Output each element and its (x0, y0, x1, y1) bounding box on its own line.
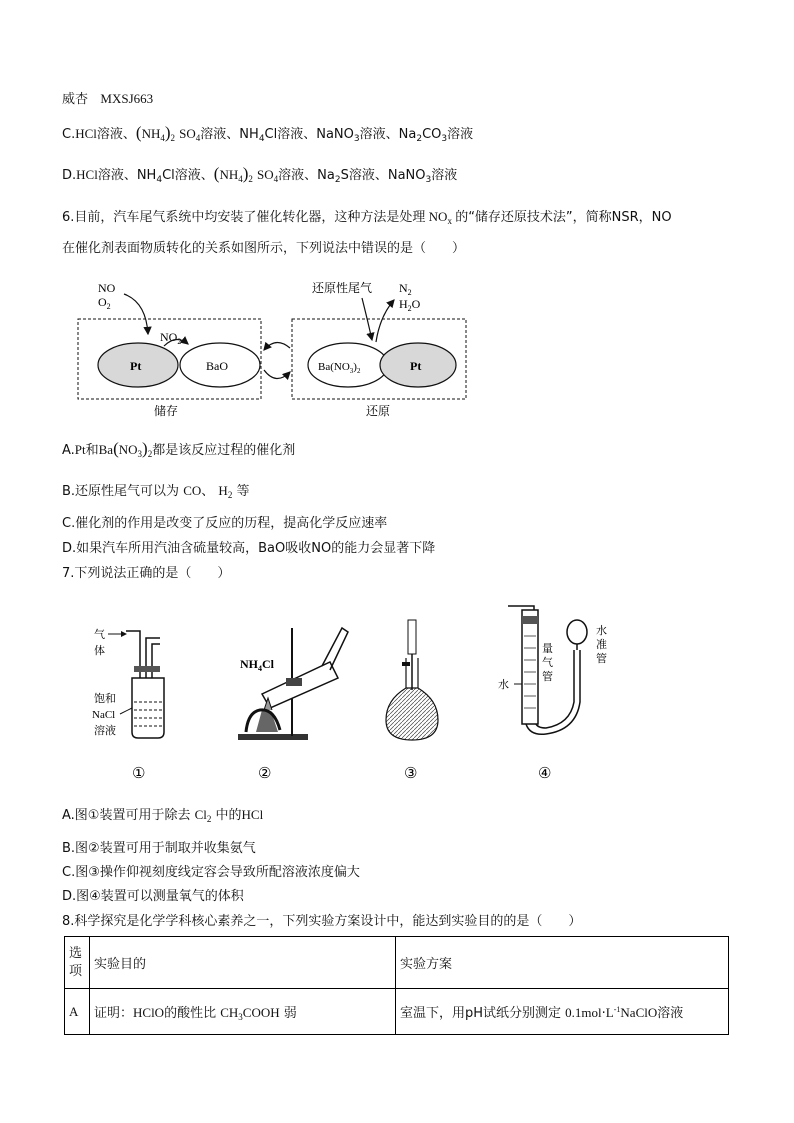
label-reducing-gas: 还原性尾气 (312, 281, 373, 295)
svg-text:NO2: $NO_2$ (160, 330, 182, 346)
q6-option-a: A.Pt和$Ba(NO_3)_2$都是该反应过程的催化剂 (62, 439, 296, 459)
svg-text:气: 气 (94, 629, 105, 641)
q7-apparatus-figure (86, 598, 646, 788)
header-code: MXSJ663 (100, 91, 154, 106)
q6-stem-line1: 6.目前，汽车尾气系统中均安装了催化转化器，这种方法是处理 $NO_x$ 的“储存还原技术法”，简称NSR，NO (62, 209, 672, 226)
svg-text:溶液: 溶液 (94, 725, 116, 737)
table-cell-option: A (65, 989, 90, 1035)
svg-text:饱和: 饱和 (94, 693, 116, 705)
table-cell-goal: 证明：HClO的酸性比 $CH_3COOH$ 弱 (90, 989, 396, 1035)
table-header-row (65, 937, 729, 989)
svg-text:管: 管 (542, 671, 553, 683)
table-header-option: 选 项 (65, 937, 90, 989)
label-no: NO (98, 281, 116, 295)
q8-table (64, 936, 729, 1035)
apparatus-3-volumetric-flask (386, 620, 438, 782)
apparatus-4-gas-burette (498, 606, 607, 782)
q6-option-d: D.如果汽车所用汽油含硫量较高，BaO吸收NO的能力会显著下降 (62, 541, 436, 556)
table-header-plan: 实验方案 (396, 937, 729, 989)
label-n2: N (399, 281, 408, 295)
table-row (65, 989, 729, 1035)
svg-text:N2: $N_2$ (399, 281, 412, 297)
q6-option-b: B.还原性尾气可以为 CO、 $H_2$ 等 (62, 483, 250, 500)
svg-text:NaCl: NaCl (92, 709, 116, 721)
label-bao: BaO (206, 359, 228, 373)
svg-text:水: 水 (596, 625, 607, 637)
q7-option-c: C.图③操作仰视刻度线定容会导致所配溶液浓度偏大 (62, 865, 360, 880)
label-fig-1: ① (132, 766, 146, 782)
label-no2: NO (160, 330, 178, 344)
svg-text:量: 量 (542, 643, 553, 655)
svg-text:水: 水 (498, 679, 509, 691)
svg-text:NH4Cl: $NH_4Cl$ (240, 657, 274, 673)
label-pt-reduce: Pt (410, 359, 422, 373)
apparatus-2-heating (238, 628, 348, 782)
label-fig-4: ④ (538, 766, 552, 782)
nsr-diagram (76, 278, 468, 418)
svg-text:体: 体 (94, 645, 105, 657)
svg-text:气: 气 (542, 657, 553, 669)
q7-stem: 7.下列说法正确的是（ ） (62, 566, 231, 581)
svg-text:Ba(NO3)2: $Ba(NO_3)_2$ (318, 361, 361, 375)
label-h2o: H (399, 297, 408, 311)
q5-option-c: C.HCl溶液、$(NH_4)_2$ $SO_4$溶液、$NH_4Cl$溶液、NaNO$_3$溶液、$Na_2CO_3$溶液 (62, 123, 474, 144)
q5-option-d: D.HCl溶液、$NH_4Cl$溶液、$(NH_4)_2$ $SO_4$溶液、$Na_2S$溶液、NaNO$_3$溶液 (62, 164, 458, 185)
label-reduce: 还原 (366, 404, 391, 418)
q6-stem-line2: 在催化剂表面物质转化的关系如图所示，下列说法中错误的是（ ） (62, 241, 466, 256)
label-banoo3: Ba(NO (318, 361, 350, 373)
q7-option-b: B.图②装置可用于制取并收集氨气 (62, 841, 256, 856)
label-fig-3: ③ (404, 766, 418, 782)
q8-stem: 8.科学探究是化学学科核心素养之一，下列实验方案设计中，能达到实验目的的是（ ） (62, 914, 582, 929)
svg-text:管: 管 (596, 653, 607, 665)
apparatus-1-wash-bottle (92, 627, 164, 782)
svg-text:准: 准 (596, 639, 607, 651)
table-cell-plan: 室温下，用pH试纸分别测定 $0.1mol\cdot L^{-1}NaClO$溶液 (396, 989, 729, 1035)
svg-text:H2O: $H_2O$ (399, 297, 421, 313)
q7-option-d: D.图④装置可以测量氧气的体积 (62, 889, 244, 904)
label-fig-2: ② (258, 766, 272, 782)
q7-option-a: A.图①装置可用于除去 $Cl_2$ 中的HCl (62, 807, 264, 824)
q6-option-c: C.催化剂的作用是改变了反应的历程，提高化学反应速率 (62, 516, 388, 531)
label-o2: O (98, 295, 107, 309)
svg-text:O2: $O_2$ (98, 295, 111, 311)
label-store: 储存 (154, 404, 179, 418)
table-header-goal: 实验目的 (90, 937, 396, 989)
header-tag: 威杏 (62, 92, 89, 107)
label-pt-store: Pt (130, 359, 142, 373)
header-line (62, 90, 153, 109)
